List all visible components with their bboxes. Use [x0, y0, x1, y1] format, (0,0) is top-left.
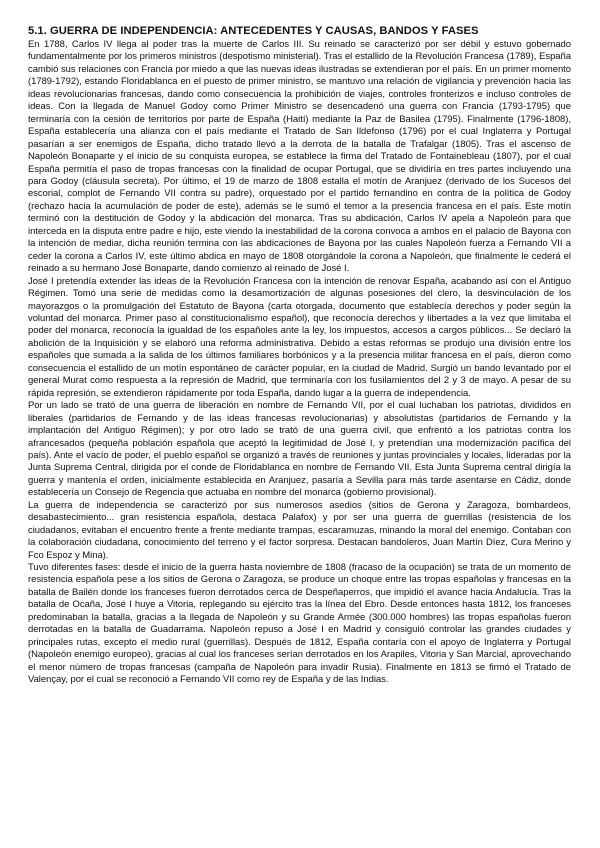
- paragraph-caracteristicas: La guerra de independencia se caracterizó por sus numerosos asedios (sitios de Gerona y Zaragoza, bombardeos, desabastecimiento... gran resistencia española, destaca Palafox) y por ser una guerra de guerrillas (resistencia de los ciudadanos, evitaban el encuentro frente a frente mediante trampas, escaramuzas, minando la moral del enemigo. Contaban con la colaboración ciudadana, conocimiento del terreno y el factor sorpresa. Destacan bandoleros, Juan Martín Díez, Cura Merino y Fco Espoz y Mina).: [28, 499, 571, 561]
- paragraph-fases: Tuvo diferentes fases: desde el inicio de la guerra hasta noviembre de 1808 (fracaso de la ocupación) se trata de un momento de resistencia española pese a los sitios de Gerona o Zaragoza, se produce un choque entre las tropas españolas y francesas en la batalla de Bailén donde los franceses fueron derrotados cerca de Despeñaperros, que impidió el avance hacia Andalucía. Tras la batalla de Ocaña, José I huye a Vitoria, replegando su ejército tras la línea del Ebro. Desde entonces hasta 1812, los franceses predominaban la batalla, gracias a la llegada de Napoleón y su Grande Armée (300.000 hombres) las tropas españolas fueron derrotadas en la batalla de Guadarrama. Napoleón repuso a José I en Madrid y consiguió controlar las grandes ciudades y principales rutas, excepto el medio rural (guerrillas). Después de 1812, España contaría con el apoyo de Inglaterra y Portugal (Napoleón enemigo europeo), gracias al cual los franceses serían derrotados en los Arapiles, Vitoria y San Marcial, aprovechando el menor número de tropas francesas (campaña de Napoleón para invadir Rusia). Finalmente en 1813 se firmó el Tratado de Valençay, por el cual se reconoció a Fernando VII como rey de España y de las Indias.: [28, 562, 571, 686]
- paragraph-antecedentes: En 1788, Carlos IV llega al poder tras la muerte de Carlos III. Su reinado se caracterizó por ser débil y estuvo gobernado fundamentalmente por los primeros ministros (despotismo ministerial). Tras el estallido de la Revolución Francesa (1789), España cambió sus relaciones con Francia por miedo a que las nuevas ideas ilustradas se extendieran por el país. En un primer momento (1789-1792), estando Floridablanca en el puesto de primer ministro, se mantuvo una relación de vigilancia y prevención hacia las ideas revolucionarias francesas, dando como consecuencia la prohibición de viajes, controles fronterizos e incluso controles de ideas. Con la llegada de Manuel Godoy como Primer Ministro se desencadenó una guerra con Francia (1793-1795) que terminaría con la cesión de territorios por parte de España (Haití) mediante la Paz de Basilea (1795). Finalmente (1796-1808), España establecería una alianza con el país mediante el Tratado de San Ildefonso (1796) por el cual Inglaterra y Portugal pasarían a ser enemigos de España, dicho tratado llevó a la derrota de la batalla de Trafalgar (1805). Tras el ascenso de Napoleón Bonaparte y el inicio de su conquista europea, se establece la firma del Tratado de Fontainebleau (1807), por el cual España permitía el paso de tropas francesas con la finalidad de ocupar Portugal, que se dividiría en tres partes incluyendo una para Godoy (cláusula secreta). Por último, el 19 de marzo de 1808 estalla el motín de Aranjuez (derivado de los Sucesos del escorial, complot de Fernando VII contra su padre), orquestado por el partido fernandino en contra de la política de Godoy (rechazo hacia la acumulación de poder de este), además se le sumó el temor a la presencia francesa en el país. Este motín terminó con la destitución de Godoy y la abdicación del monarca. Tras su abdicación, Carlos IV apela a Napoleón para que interceda en la disputa entre padre e hijo, este viendo la inestabilidad de la corona convoca a ambos en el palacio de Bayona con la intención de mediar, dicha reunión termina con las abdicaciones de Bayona por las cuales Napoleón fuerza a Fernando VII a ceder la corona a Carlos IV, este último abdica en mayo de 1808 otorgándole la corona a Napoleón, que finalmente le cederá el reinado a su hermano José Bonaparte, dando comienzo al reinado de José I.: [28, 39, 571, 275]
- paragraph-jose-i-reformas: José I pretendía extender las ideas de la Revolución Francesa con la intención de renovar España, acabando así con el Antiguo Régimen. Tomó una serie de medidas como la desamortización de algunas posesiones del clero, la desvinculación de los mayorazgos o la promulgación del Estatuto de Bayona (carta otorgada, documento que establecía derechos y poder según la voluntad del monarca. Primer paso al constitucionalismo español), que reconocía derechos y libertades a la vez que limitaba el poder del monarca, reconocía la igualdad de los españoles ante la ley, los impuestos, accesos a cargos públicos... Se declaró la abolición de la Inquisición y se elaboró una reforma administrativa. Debido a estas reformas se produjo una división entre los españoles que sumada a la salida de los últimos familiares borbónicos y a la presencia militar francesa en el país, dieron como consecuencia el estallido de un motín espontáneo de carácter popular, en la ciudad de Madrid. Surgió un bando levantado por el general Murat como respuesta a la represión de Madrid, que terminaría con los fusilamientos del 2 y 3 de mayo. A pesar de su rápida represión, se extendieron rápidamente por toda España, dando lugar a la guerra de independencia.: [28, 275, 571, 399]
- page-title: 5.1. GUERRA DE INDEPENDENCIA: ANTECEDENTES Y CAUSAS, BANDOS Y FASES: [28, 25, 479, 37]
- paragraph-bandos: Por un lado se trató de una guerra de liberación en nombre de Fernando VII, por el cual luchaban los patriotas, divididos en liberales (partidarios de Fernando y de las ideas francesas revolucionarias) y absolutistas (partidarios de Fernando y la implantación del Antiguo Régimen); y por otro lado se trató de una guerra civil, que enfrentó a los patriotas contra los afrancesados (pequeña población española que aceptó la legitimidad de José I, y pretendían una modernización pacífica del país). Ante el vacío de poder, el pueblo español se organizó a través de reuniones y juntas provinciales y locales, lideradas por la Junta Suprema Central, dirigida por el conde de Floridablanca en nombre de Fernando VII. Esta Junta Suprema central dirigía la guerra y mantenía el orden, inicialmente establecida en Aranjuez, pasaría a Sevilla para más tarde asentarse en Cádiz, donde establecería un Consejo de Regencia que actuaba en nombre del monarca (gobierno provisional).: [28, 400, 571, 499]
